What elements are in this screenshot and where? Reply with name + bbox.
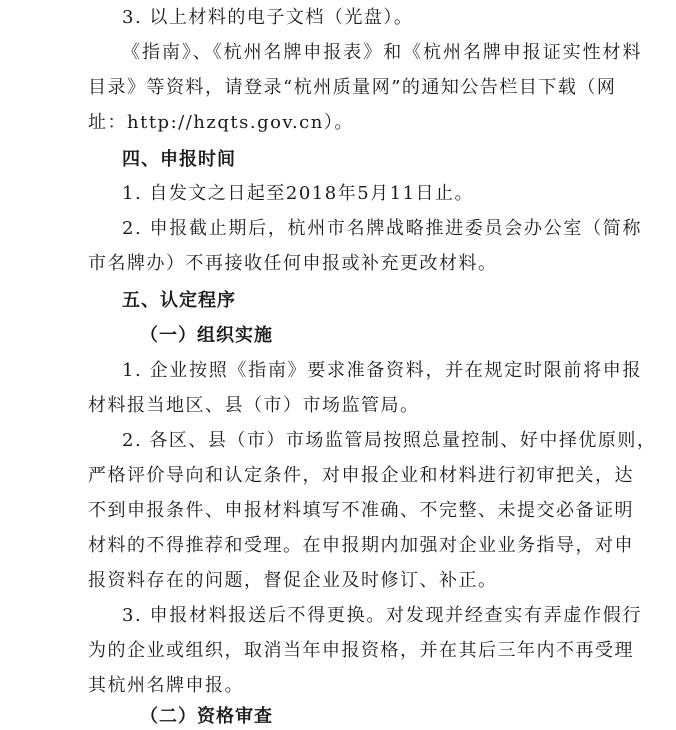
section-heading-5: 五、认定程序: [122, 290, 236, 311]
text-line-proc-1a: 1. 企业按照《指南》要求准备资料，并在规定时限前将申报: [122, 360, 642, 381]
text-line-proc-2c: 不到申报条件、申报材料填写不准确、不完整、未提交必备证明: [88, 500, 634, 521]
text-line-proc-1b: 材料报当地区、县（市）市场监管局。: [88, 395, 420, 416]
text-line-time-1: 1. 自发文之日起至2018年5月11日止。: [122, 183, 475, 204]
text-line-time-2b: 市名牌办）不再接收任何申报或补充更改材料。: [88, 253, 498, 274]
section-heading-4: 四、申报时间: [122, 149, 236, 170]
text-line-proc-3c: 其杭州名牌申报。: [88, 675, 244, 696]
text-line-proc-2b: 严格评价导向和认定条件，对申报企业和材料进行初审把关，达: [88, 465, 634, 486]
subsection-heading-2: （二）资格审查: [140, 706, 273, 727]
text-line-materials-3: 3. 以上材料的电子文档（光盘）。: [122, 7, 414, 28]
text-line-time-2a: 2. 申报截止期后，杭州市名牌战略推进委员会办公室（简称: [122, 218, 642, 239]
text-line-proc-2e: 报资料存在的问题，督促企业及时修订、补正。: [88, 570, 498, 591]
subsection-heading-1: （一）组织实施: [140, 325, 273, 346]
text-line-guide-2: 目录》等资料，请登录“杭州质量网”的通知公告栏目下载（网: [88, 77, 617, 98]
text-line-proc-3b: 为的企业或组织，取消当年申报资格，并在其后三年内不再受理: [88, 640, 634, 661]
text-line-proc-3a: 3. 申报材料报送后不得更换。对发现并经查实有弄虚作假行: [122, 605, 642, 626]
text-line-url: 址：http://hzqts.gov.cn）。: [88, 112, 354, 133]
text-line-proc-2d: 材料的不得推荐和受理。在申报期内加强对企业业务指导，对申: [88, 535, 634, 556]
text-line-guide-1: 《指南》、《杭州名牌申报表》和《杭州名牌申报证实性材料: [122, 42, 642, 63]
text-line-proc-2a: 2. 各区、县（市）市场监管局按照总量控制、好中择优原则，: [122, 430, 657, 451]
